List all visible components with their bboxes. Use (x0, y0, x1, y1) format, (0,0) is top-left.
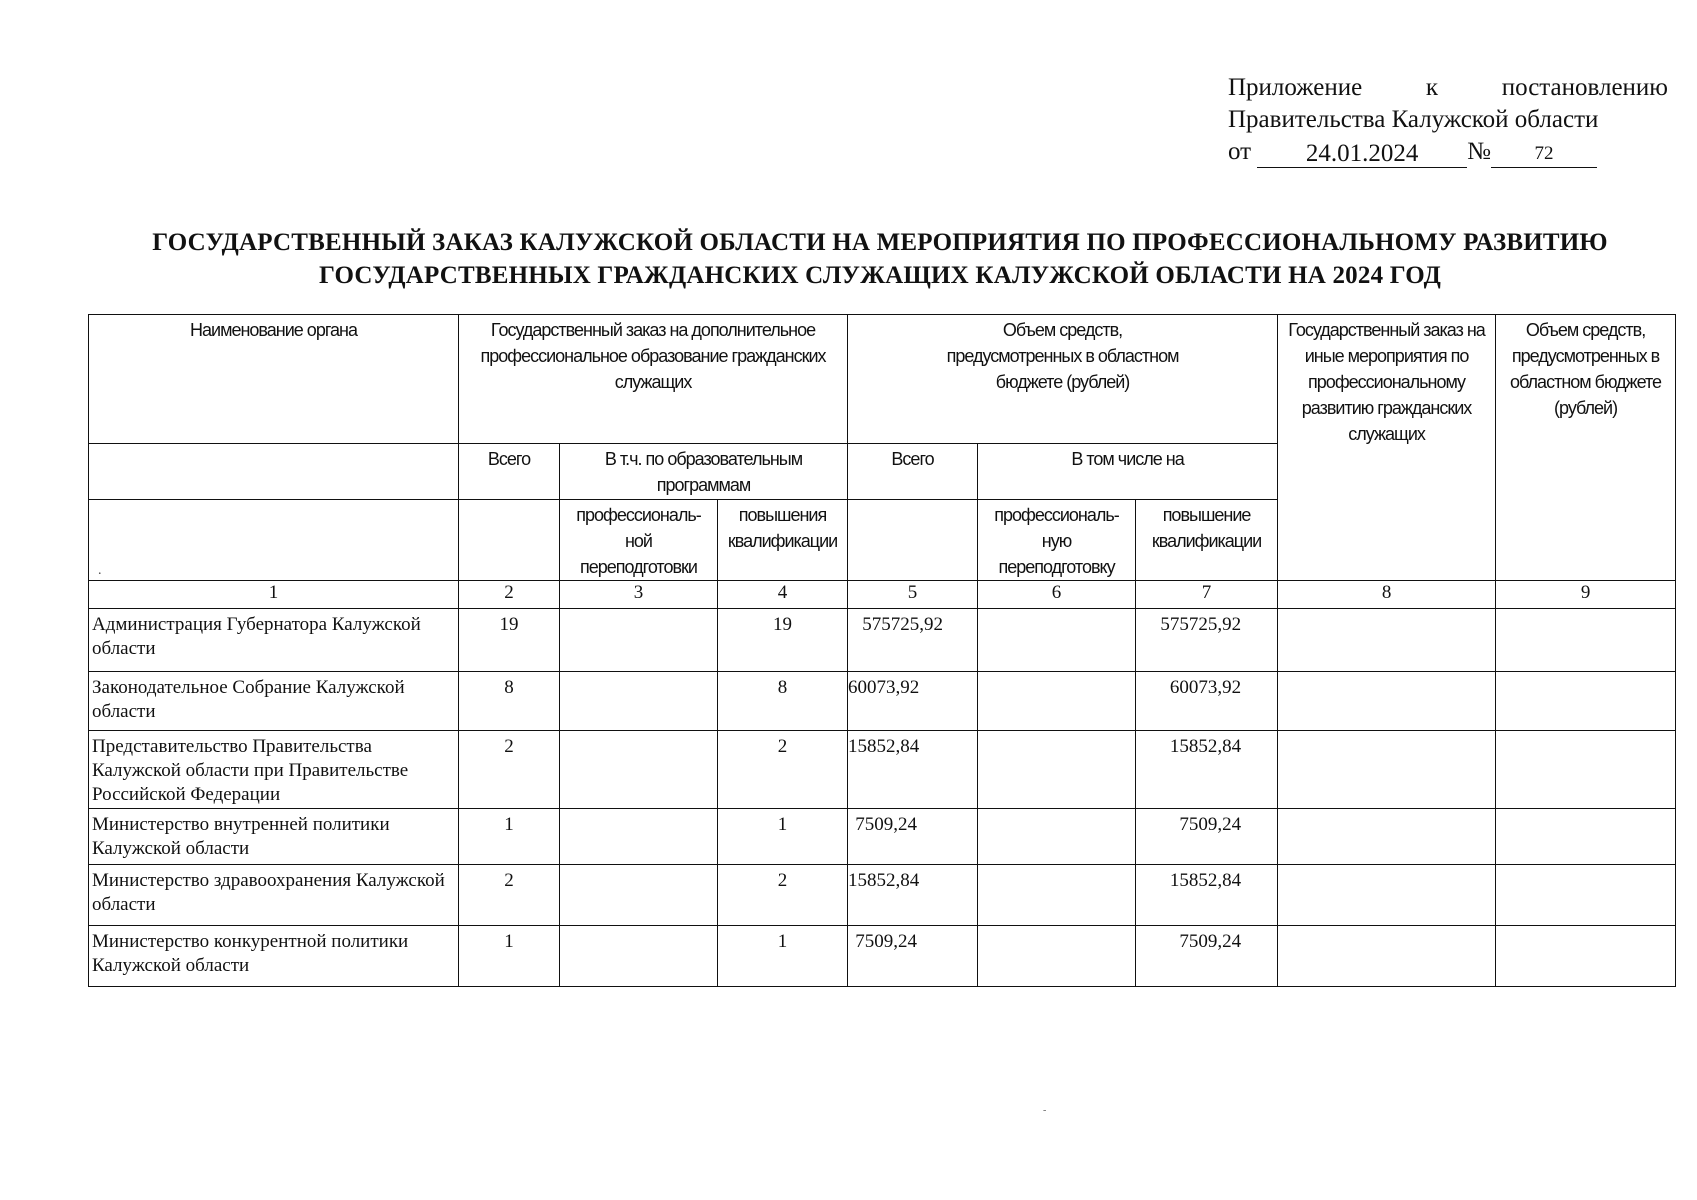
row-sum-qualification: 15852,84 (1136, 865, 1278, 926)
row-total: 1 (459, 926, 560, 987)
row-other (1278, 809, 1496, 865)
row-sum-qualification: 15852,84 (1136, 731, 1278, 809)
row-organ: Министерство здравоохранения Калужской области (89, 865, 459, 926)
table-row (89, 672, 1676, 731)
header-retraining: профессиональ-ной переподготовки (560, 500, 718, 581)
row-other-sum (1496, 865, 1676, 926)
row-retraining (560, 926, 718, 987)
row-other (1278, 865, 1496, 926)
row-sum: 575725,92 (848, 609, 978, 672)
row-retraining (560, 672, 718, 731)
table-row (89, 609, 1676, 672)
column-number: 5 (848, 581, 978, 609)
approval-line-2: Правительства Калужской области (1228, 106, 1599, 133)
row-sum-qualification: 60073,92 (1136, 672, 1278, 731)
row-qualification: 1 (718, 926, 848, 987)
row-sum-qualification: 7509,24 (1136, 926, 1278, 987)
row-sum-retraining (978, 865, 1136, 926)
header-total-2: Всего (848, 444, 978, 500)
approval-number: 72 (1491, 141, 1597, 168)
header-retraining-2: профессиональ-ную переподготовку (978, 500, 1136, 581)
row-organ: Министерство внутренней политики Калужской области (89, 809, 459, 865)
row-organ: Законодательное Собрание Калужской области (89, 672, 459, 731)
row-other (1278, 731, 1496, 809)
row-organ: Администрация Губернатора Калужской области (89, 609, 459, 672)
row-sum-retraining (978, 672, 1136, 731)
row-other-sum (1496, 926, 1676, 987)
row-sum-retraining (978, 609, 1136, 672)
title-line-2: ГОСУДАРСТВЕННЫХ ГРАЖДАНСКИХ СЛУЖАЩИХ КАЛУЖСКОЙ ОБЛАСТИ НА 2024 ГОД (318, 262, 1442, 289)
row-qualification: 2 (718, 731, 848, 809)
row-total: 19 (459, 609, 560, 672)
row-other (1278, 609, 1496, 672)
row-qualification: 19 (718, 609, 848, 672)
column-number: 1 (89, 581, 459, 609)
row-total: 1 (459, 809, 560, 865)
header-total2-empty (848, 500, 978, 581)
row-retraining (560, 609, 718, 672)
row-sum: 60073,92 (848, 672, 978, 731)
column-number: 7 (1136, 581, 1278, 609)
row-sum-qualification: 7509,24 (1136, 809, 1278, 865)
column-number: 6 (978, 581, 1136, 609)
document-title (60, 226, 1697, 292)
row-other (1278, 926, 1496, 987)
row-other-sum (1496, 731, 1676, 809)
approval-line-3 (1228, 136, 1668, 168)
row-other-sum (1496, 809, 1676, 865)
approval-number-sign: № (1467, 138, 1491, 165)
header-organ-empty-2 (89, 500, 459, 581)
row-sum: 7509,24 (848, 809, 978, 865)
row-qualification: 2 (718, 865, 848, 926)
row-qualification: 1 (718, 809, 848, 865)
header-total-empty (459, 500, 560, 581)
table-row (89, 731, 1676, 809)
approval-from-label: от (1228, 138, 1252, 165)
header-total: Всего (459, 444, 560, 500)
row-sum: 15852,84 (848, 731, 978, 809)
header-qualification-2: повышение квалификации (1136, 500, 1278, 581)
row-sum-retraining (978, 731, 1136, 809)
approval-word-2: к (1425, 74, 1439, 101)
header-incl-on: В том числе на (978, 444, 1278, 500)
column-number: 8 (1278, 581, 1496, 609)
column-number: 2 (459, 581, 560, 609)
approval-block (1228, 72, 1668, 168)
scan-speck: . (98, 563, 102, 578)
row-total: 2 (459, 731, 560, 809)
row-sum-retraining (978, 809, 1136, 865)
row-retraining (560, 865, 718, 926)
header-order-other: Государственный заказ на иные мероприятия по профессиональному развитию гражданских служащих (1278, 315, 1496, 581)
header-incl-programs: В т.ч. по образовательным программам (560, 444, 848, 500)
row-organ: Представительство Правительства Калужской области при Правительстве Российской Федерации (89, 731, 459, 809)
row-organ: Министерство конкурентной политики Калужской области (89, 926, 459, 987)
row-sum-qualification: 575725,92 (1136, 609, 1278, 672)
scan-speck: - (1043, 1105, 1047, 1116)
column-number: 9 (1496, 581, 1676, 609)
row-sum-retraining (978, 926, 1136, 987)
row-retraining (560, 809, 718, 865)
approval-word-3: постановлению (1501, 74, 1668, 101)
row-total: 2 (459, 865, 560, 926)
column-numbers-row (89, 581, 1676, 609)
header-budget: Объем средств, предусмотренных в областном бюджете (рублей) (848, 315, 1278, 444)
title-line-1: ГОСУДАРСТВЕННЫЙ ЗАКАЗ КАЛУЖСКОЙ ОБЛАСТИ НА МЕРОПРИЯТИЯ ПО ПРОФЕССИОНАЛЬНОМУ РАЗВИТИЮ (152, 229, 1608, 256)
row-other (1278, 672, 1496, 731)
header-budget-other: Объем средств, предусмотренных в областном бюджете (рублей) (1496, 315, 1676, 581)
row-other-sum (1496, 609, 1676, 672)
approval-line-1 (1228, 72, 1668, 104)
row-other-sum (1496, 672, 1676, 731)
header-organ: Наименование органа (89, 315, 459, 444)
table-row (89, 809, 1676, 865)
state-order-table (88, 314, 1676, 987)
row-total: 8 (459, 672, 560, 731)
column-number: 3 (560, 581, 718, 609)
header-order-dpo: Государственный заказ на дополнительное профессиональное образование гражданских служащих (459, 315, 848, 444)
row-retraining (560, 731, 718, 809)
column-number: 4 (718, 581, 848, 609)
approval-word-1: Приложение (1228, 74, 1363, 101)
header-organ-empty-1 (89, 444, 459, 500)
row-sum: 15852,84 (848, 865, 978, 926)
table-row (89, 926, 1676, 987)
row-qualification: 8 (718, 672, 848, 731)
table-row (89, 865, 1676, 926)
header-qualification: повышения квалификации (718, 500, 848, 581)
header-row-1 (89, 315, 1676, 444)
approval-date: 24.01.2024 (1257, 141, 1467, 168)
row-sum: 7509,24 (848, 926, 978, 987)
